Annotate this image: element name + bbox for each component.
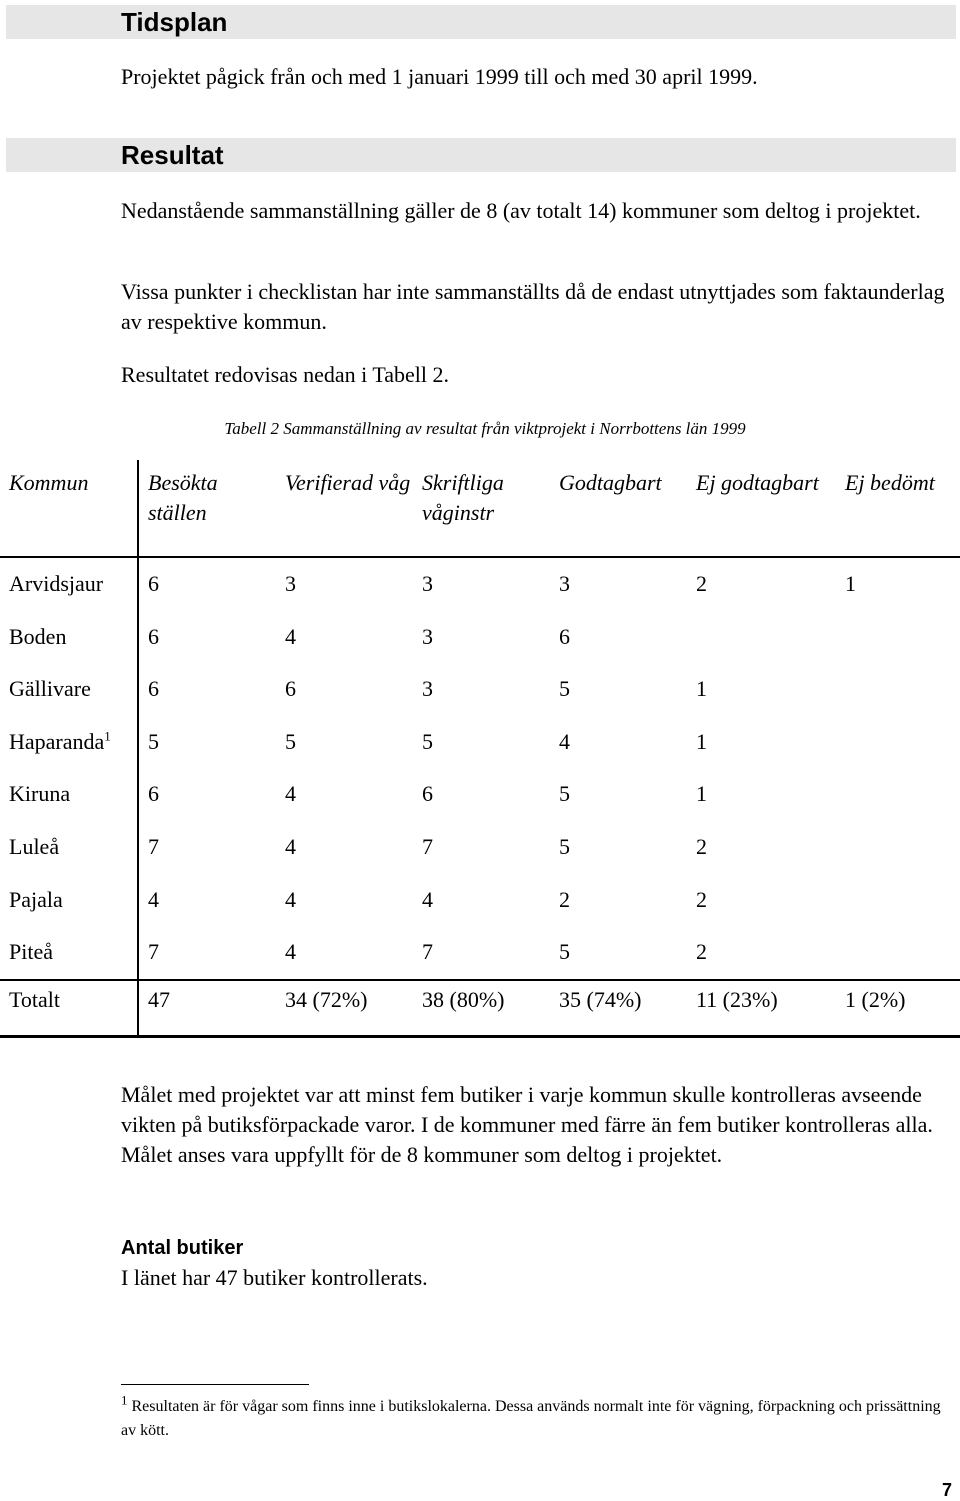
- cell: 4: [285, 886, 296, 912]
- cell: 3: [559, 571, 570, 596]
- cell: 5: [422, 728, 433, 754]
- header-ej-godtagbart: Ej godtagbart: [696, 470, 819, 495]
- cell: 3: [285, 571, 296, 596]
- cell: 4: [285, 781, 296, 807]
- table-row: [0, 557, 960, 611]
- header-verifierad-vag: Verifierad våg: [285, 470, 411, 495]
- cell: 2: [696, 939, 707, 965]
- footnote-divider: [121, 1384, 309, 1385]
- tidsplan-heading: Tidsplan: [121, 7, 228, 37]
- antal-butiker-heading: Antal butiker: [121, 1237, 244, 1259]
- cell: 6: [148, 623, 159, 649]
- tidsplan-text: Projektet pågick från och med 1 januari 1999 till och med 30 april 1999.: [121, 64, 758, 89]
- cell: [836, 611, 960, 664]
- cell: 6: [559, 623, 570, 649]
- table-row: [0, 874, 960, 927]
- cell-kommun: Gällivare: [0, 663, 138, 716]
- cell: 4: [285, 833, 296, 859]
- cell: 6: [148, 676, 159, 702]
- cell: 7: [422, 939, 433, 965]
- cell: 5: [559, 939, 570, 965]
- cell: 3: [422, 623, 433, 649]
- cell: 3: [422, 571, 433, 596]
- antal-butiker-text: I länet har 47 butiker kontrollerats.: [121, 1265, 428, 1290]
- cell: [836, 821, 960, 874]
- header-skriftliga-vaginstr: Skriftliga våginstr: [422, 470, 504, 525]
- cell: 3: [422, 676, 433, 702]
- footnote-number: 1: [121, 1392, 128, 1408]
- table-row: [0, 716, 960, 769]
- cell: 2: [559, 886, 570, 912]
- cell: 5: [559, 781, 570, 807]
- table-row: [0, 611, 960, 664]
- cell-kommun: Piteå: [0, 926, 138, 980]
- cell: 4: [148, 886, 159, 912]
- cell-kommun: Arvidsjaur: [0, 557, 138, 611]
- total-row: [0, 980, 960, 1037]
- resultat-paragraph-2: Vissa punkter i checklistan har inte sammanställts då de endast utnyttjades som faktaunderlag av respektive kommun.: [121, 279, 945, 334]
- total-cell: 38 (80%): [422, 986, 505, 1012]
- cell-kommun: Luleå: [0, 821, 138, 874]
- cell: 4: [422, 886, 433, 912]
- cell: 4: [285, 623, 296, 649]
- cell: [687, 611, 836, 664]
- table-row: [0, 663, 960, 716]
- cell: 1: [696, 676, 707, 702]
- total-cell: 11 (23%): [696, 986, 778, 1012]
- resultat-paragraph-1: Nedanstående sammanställning gäller de 8 (av totalt 14) kommuner som deltog i projektet.: [121, 198, 921, 223]
- table-header-row: [0, 460, 960, 557]
- cell: 4: [285, 939, 296, 965]
- footnote-marker: 1: [104, 728, 111, 744]
- table-row: [0, 768, 960, 821]
- cell: 5: [285, 728, 296, 754]
- table-row: [0, 926, 960, 980]
- cell: 5: [148, 728, 159, 754]
- footnote: [121, 1392, 941, 1443]
- cell: [836, 768, 960, 821]
- cell: 2: [696, 833, 707, 859]
- cell-kommun: Pajala: [0, 874, 138, 927]
- kommun-name: Haparanda: [9, 728, 105, 754]
- cell: 2: [696, 886, 707, 912]
- cell: [836, 663, 960, 716]
- total-cell: 35 (74%): [559, 986, 642, 1012]
- table-caption: Tabell 2 Sammanställning av resultat från viktprojekt i Norrbottens län 1999: [224, 419, 746, 438]
- cell: 6: [148, 571, 159, 596]
- cell: 7: [148, 939, 159, 965]
- table-row: [0, 821, 960, 874]
- cell: 1: [845, 571, 856, 596]
- resultat-heading: Resultat: [121, 140, 224, 170]
- results-table: [0, 460, 960, 1038]
- cell: 4: [559, 728, 570, 754]
- cell-kommun: Kiruna: [0, 768, 138, 821]
- total-label: Totalt: [0, 980, 138, 1037]
- cell: 1: [696, 728, 707, 754]
- cell: 5: [559, 676, 570, 702]
- resultat-paragraph-3: Resultatet redovisas nedan i Tabell 2.: [121, 362, 449, 387]
- goal-paragraph: Målet med projektet var att minst fem butiker i varje kommun skulle kontrolleras avseende vikten på butiksförpackade varor. I de kommuner med färre än fem butiker kontrolleras alla. Målet anses vara uppfyllt för de 8 kommuner som deltog i projektet.: [121, 1082, 933, 1167]
- cell: 6: [422, 781, 433, 807]
- page-number: 7: [941, 1480, 952, 1500]
- cell: [836, 716, 960, 769]
- cell: [836, 874, 960, 927]
- total-cell: 34 (72%): [285, 986, 368, 1012]
- total-cell: 47: [148, 986, 170, 1012]
- cell: [836, 926, 960, 980]
- total-cell: 1 (2%): [845, 986, 906, 1012]
- cell: 2: [696, 571, 707, 596]
- cell-kommun: Boden: [0, 611, 138, 664]
- cell-kommun: [0, 716, 138, 769]
- cell: 7: [148, 833, 159, 859]
- cell: 6: [285, 676, 296, 702]
- cell: 5: [559, 833, 570, 859]
- cell: 6: [148, 781, 159, 807]
- cell: 1: [696, 781, 707, 807]
- footnote-text: Resultaten är för vågar som finns inne i butikslokalerna. Dessa används normalt inte för vägning, förpackning och prissättning av kött.: [121, 1398, 941, 1439]
- header-godtagbart: Godtagbart: [559, 470, 662, 495]
- header-ej-bedomt: Ej bedömt: [845, 470, 935, 495]
- header-kommun: Kommun: [0, 460, 138, 557]
- cell: 7: [422, 833, 433, 859]
- header-besokta-stallen: Besökta ställen: [148, 470, 218, 525]
